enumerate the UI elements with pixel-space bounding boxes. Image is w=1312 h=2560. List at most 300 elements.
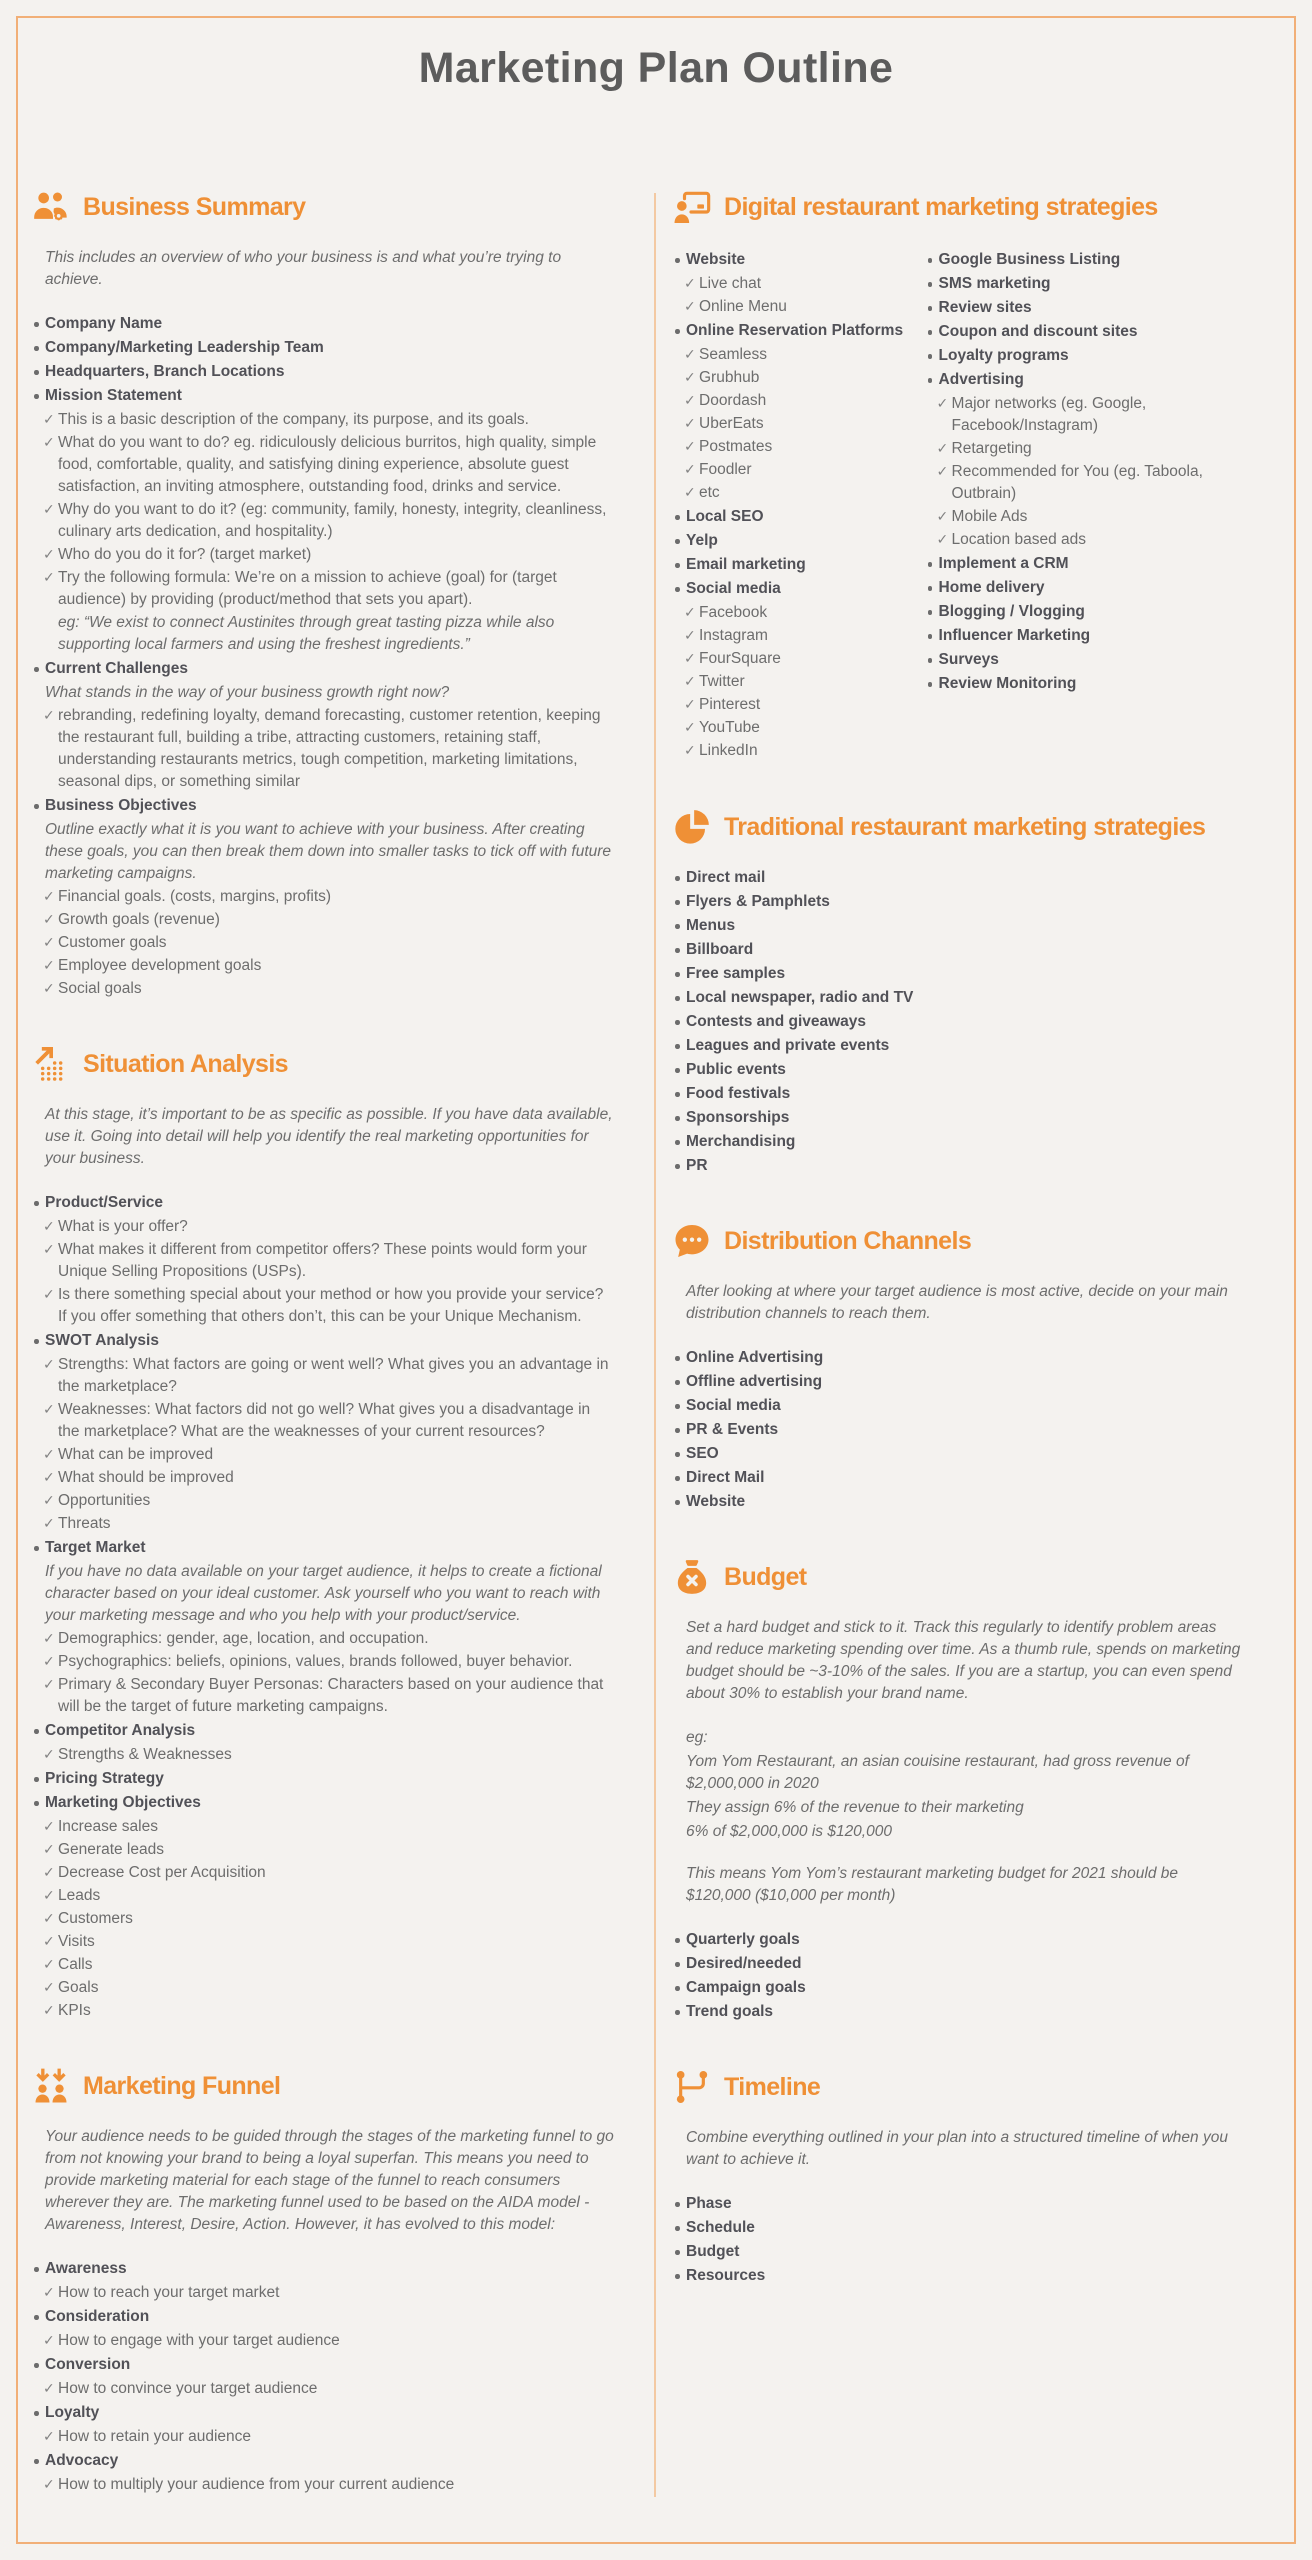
check-icon: ✓ [43,1957,55,1973]
check-item [31,1954,614,1976]
document-page [18,18,1294,2542]
check-item [31,1354,614,1398]
check-label: Calls [58,1956,93,1973]
bullet-item [31,361,614,383]
item-label: Direct mail [686,869,766,886]
check-label: rebranding, redefining loyalty, demand forecasting, customer retention, keeping the restaurant full, building a tribe, attracting customers, retaining staff, understanding restaurants metrics, tough competition, marketing limitations, seasonal dips, or something similar [58,707,601,790]
check-icon: ✓ [684,605,696,621]
check-icon: ✓ [684,276,696,292]
bullet-item [672,1011,1246,1033]
check-label: Leads [58,1887,101,1904]
check-item [672,413,925,435]
section-digital-strategies [672,187,1246,763]
item-label: Competitor Analysis [45,1722,196,1739]
check-label: Live chat [699,275,762,292]
item-label: Social media [686,580,781,597]
check-icon: ✓ [43,1287,55,1303]
bullet-item [672,1953,1246,1975]
bullet-item [925,577,1246,599]
check-item [31,1862,614,1884]
check-icon: ✓ [43,2429,55,2445]
bullet-item [672,1083,1246,1105]
bullet-item [925,249,1246,271]
item-label: Company/Marketing Leadership Team [45,339,324,356]
bullet-item [672,987,1246,1009]
section-intro: At this stage, it’s important to be as specific as possible. If you have data available, use it. Going into detail will help you identify the real marketing opportunities for your business. [45,1106,613,1167]
paragraph: This means Yom Yom’s restaurant marketing budget for 2021 should be $120,000 ($10,000 per month) [686,1865,1178,1904]
check-item [31,1674,614,1718]
bullet-item [672,530,925,552]
item-label: Google Business Listing [938,251,1121,268]
check-icon: ✓ [43,1516,55,1532]
check-item [31,1216,614,1238]
check-icon: ✓ [43,1934,55,1950]
item-label: Influencer Marketing [938,627,1091,644]
check-item [672,367,925,389]
check-label: Customers [58,1910,133,1927]
check-icon: ✓ [43,570,55,586]
check-label: Why do you want to do it? (eg: community, family, honesty, integrity, cleanliness, culinary arts dedication, and hospitality.) [58,501,607,540]
check-label: What is your offer? [58,1218,188,1235]
check-icon: ✓ [43,1654,55,1670]
check-icon: ✓ [43,1493,55,1509]
check-item [31,567,614,611]
section-intro: This includes an overview of who your business is and what you’re trying to achieve. [45,249,562,288]
paragraph: 6% of $2,000,000 is $120,000 [686,1823,892,1840]
check-icon: ✓ [43,889,55,905]
section-title: Business Summary [83,192,306,221]
check-label: Who do you do it for? (target market) [58,546,312,563]
check-item [31,1239,614,1283]
check-label: What should be improved [58,1469,234,1486]
note-text: eg: “We exist to connect Austinites through great tasting pizza while also supporting local farmers and using the freshest ingredients.” [58,614,555,653]
check-icon: ✓ [43,1631,55,1647]
check-item [31,2426,614,2448]
check-label: Grubhub [699,369,760,386]
bullet-item [672,1443,1246,1465]
check-item [31,1744,614,1766]
check-label: Seamless [699,346,768,363]
people-gear-icon [31,187,71,227]
funnel-people-icon [31,2066,71,2106]
bullet-item [31,1192,614,1214]
person-screen-icon [672,187,712,227]
check-icon: ✓ [43,502,55,518]
check-item [31,1977,614,1999]
bullet-item [31,2306,614,2328]
check-item [672,459,925,481]
check-label: Pinterest [699,696,761,713]
item-label: Implement a CRM [938,555,1069,572]
check-icon: ✓ [936,532,949,548]
check-item [31,1490,614,1512]
check-icon: ✓ [43,1888,55,1904]
check-item [31,705,614,793]
check-label: Strengths & Weaknesses [58,1746,232,1763]
bullet-item [672,1395,1246,1417]
item-label: Local newspaper, radio and TV [686,989,914,1006]
check-item [31,2474,614,2496]
bullet-item [925,673,1246,695]
check-icon: ✓ [684,393,696,409]
check-icon: ✓ [684,299,696,315]
section-title: Timeline [724,2072,821,2101]
check-icon: ✓ [43,1911,55,1927]
check-item [31,1444,614,1466]
item-label: Online Reservation Platforms [686,322,904,339]
check-item [31,1399,614,1443]
bullet-item [672,1131,1246,1153]
check-icon: ✓ [684,720,696,736]
check-item [31,409,614,431]
bullet-item [31,2354,614,2376]
bullet-item [672,2001,1246,2023]
check-icon: ✓ [684,439,696,455]
item-label: Desired/needed [686,1955,802,1972]
check-label: Postmates [699,438,773,455]
item-label: Trend goals [686,2003,773,2020]
bullet-item [672,1155,1246,1177]
bullet-item [925,273,1246,295]
chat-bubble-icon [672,1221,712,1261]
check-icon: ✓ [43,2477,55,2493]
section-title: Traditional restaurant marketing strategies [724,812,1206,841]
check-icon: ✓ [43,708,55,724]
item-label: Pricing Strategy [45,1770,164,1787]
check-item [31,432,614,498]
bullet-item [31,313,614,335]
bullet-item [672,249,925,271]
check-item [31,886,614,908]
bullet-item [31,2258,614,2280]
check-item [925,506,1246,528]
bullet-item [672,1059,1246,1081]
check-item [672,671,925,693]
section-situation-analysis [31,1044,614,2022]
bullet-item [672,578,925,600]
section-marketing-funnel [31,2066,614,2496]
check-item [31,1513,614,1535]
check-label: Strengths: What factors are going or went well? What gives you an advantage in the marketplace? [58,1356,609,1395]
item-label: Free samples [686,965,786,982]
check-item [31,1628,614,1650]
check-label: Employee development goals [58,957,262,974]
check-label: KPIs [58,2002,91,2019]
check-icon: ✓ [43,435,55,451]
check-icon: ✓ [43,1219,55,1235]
bullet-item [672,891,1246,913]
bullet-item [672,1491,1246,1513]
section-header [672,807,1246,847]
check-label: This is a basic description of the company, its purpose, and its goals. [58,411,529,428]
check-item [31,1885,614,1907]
check-item [31,1931,614,1953]
item-label: Sponsorships [686,1109,790,1126]
item-label: Menus [686,917,736,934]
check-item [672,694,925,716]
check-icon: ✓ [43,1447,55,1463]
branch-icon [672,2067,712,2107]
check-label: Instagram [699,627,768,644]
check-label: etc [699,484,720,501]
check-item [31,1467,614,1489]
check-icon: ✓ [43,1819,55,1835]
item-label: Blogging / Vlogging [938,603,1085,620]
check-label: UberEats [699,415,764,432]
spacer [672,1909,1246,1927]
section-title: Situation Analysis [83,1049,288,1078]
check-item [31,2282,614,2304]
note-text: What stands in the way of your business growth right now? [45,684,450,701]
check-icon: ✓ [43,1402,55,1418]
check-label: Major networks (eg. Google, Facebook/Instagram) [951,395,1147,434]
check-label: Facebook [699,604,768,621]
section-header [31,1044,614,1084]
section-header [672,2067,1246,2107]
section-header [31,2066,614,2106]
check-label: Location based ads [951,531,1086,548]
check-icon: ✓ [684,697,696,713]
check-item [925,393,1246,437]
item-label: Target Market [45,1539,146,1556]
bullet-item [672,320,925,342]
item-label: Surveys [938,651,999,668]
check-icon: ✓ [43,981,55,997]
check-label: Financial goals. (costs, margins, profits) [58,888,332,905]
money-bag-icon [672,1557,712,1597]
check-item [31,2378,614,2400]
item-label: Contests and giveaways [686,1013,867,1030]
section-distribution-channels [672,1221,1246,1513]
section-intro: Your audience needs to be guided through the stages of the marketing funnel to go from not knowing your brand to being a loyal superfan. This means you need to provide marketing material for each stage of the funnel to reach consumers wherever they are. The marketing funnel used to be based on the AIDA model - Awareness, Interest, Desire, Action. However, it has evolved to this model: [45,2128,614,2233]
item-label: Merchandising [686,1133,796,1150]
section-business-summary [31,187,614,1000]
check-item [925,438,1246,460]
bullet-item [925,649,1246,671]
check-label: How to engage with your target audience [58,2332,340,2349]
check-label: Social goals [58,980,142,997]
section-intro: Set a hard budget and stick to it. Track this regularly to identify problem areas and reduce marketing spending over time. As a thumb rule, spends on marketing budget should be ~3-10% of the sales. If you are a startup, you can even spend about 30% to establish your brand name. [686,1619,1241,1702]
check-label: Mobile Ads [951,508,1028,525]
check-item [31,932,614,954]
check-icon: ✓ [684,347,696,363]
check-icon: ✓ [43,2285,55,2301]
bullet-item [672,867,1246,889]
check-label: Online Menu [699,298,787,315]
bullet-item [672,939,1246,961]
check-icon: ✓ [43,1747,55,1763]
check-icon: ✓ [684,485,696,501]
check-label: Retargeting [951,440,1032,457]
bullet-item [672,1977,1246,1999]
pie-chart-icon [672,807,712,847]
section-header [672,1557,1246,1597]
bullet-item [31,1720,614,1742]
check-item [672,296,925,318]
item-label: Leagues and private events [686,1037,890,1054]
check-label: How to retain your audience [58,2428,252,2445]
item-label: Website [686,1493,746,1510]
bullet-item [925,297,1246,319]
bullet-item [672,1419,1246,1441]
item-label: Resources [686,2267,766,2284]
section-budget [672,1557,1246,2023]
check-label: Threats [58,1515,111,1532]
check-item [31,1284,614,1328]
spacer [672,1845,1246,1863]
bullet-item [925,369,1246,391]
check-icon: ✓ [684,416,696,432]
section-title: Budget [724,1562,807,1591]
item-label: Yelp [686,532,718,549]
item-label: SEO [686,1445,719,1462]
check-label: What can be improved [58,1446,214,1463]
item-label: Food festivals [686,1085,791,1102]
sub-column-left [672,247,925,763]
bullet-item [925,321,1246,343]
check-label: Twitter [699,673,745,690]
check-icon: ✓ [43,2381,55,2397]
section-header [672,187,1246,227]
item-label: SMS marketing [938,275,1051,292]
bullet-item [31,658,614,680]
check-item [672,648,925,670]
check-icon: ✓ [43,958,55,974]
bullet-item [31,1768,614,1790]
check-label: What do you want to do? eg. ridiculously delicious burritos, high quality, simple food, comfortable, quality, and satisfying dining experience, absolute guest satisfaction, an inviting atmosphere, outstanding food, drinks and service. [58,434,597,495]
item-label: Awareness [45,2260,127,2277]
item-label: Coupon and discount sites [938,323,1138,340]
check-item [672,390,925,412]
section-header [672,1221,1246,1261]
bullet-item [672,915,1246,937]
item-label: Campaign goals [686,1979,806,1996]
section-traditional-strategies [672,807,1246,1177]
section-timeline [672,2067,1246,2287]
item-label: Quarterly goals [686,1931,800,1948]
check-label: Primary & Secondary Buyer Personas: Characters based on your audience that will be the target of future marketing campaigns. [58,1676,604,1715]
check-label: FourSquare [699,650,781,667]
check-label: Increase sales [58,1818,158,1835]
sub-column-right [925,247,1246,697]
check-label: Recommended for You (eg. Taboola, Outbrain) [951,463,1203,502]
bullet-item [672,554,925,576]
check-label: Demographics: gender, age, location, and occupation. [58,1630,429,1647]
item-label: Business Objectives [45,797,197,814]
bullet-item [31,1537,614,1559]
bullet-item [31,1330,614,1352]
check-icon: ✓ [936,509,949,525]
check-icon: ✓ [43,1357,55,1373]
note-text: If you have no data available on your target audience, it helps to create a fictional character based on your ideal customer. Ask yourself who you want to reach with your marketing message and who you help with your product/service. [45,1563,602,1624]
check-label: Generate leads [58,1841,164,1858]
section-intro: After looking at where your target audience is most active, decide on your main distribution channels to reach them. [686,1283,1228,1322]
check-item [672,482,925,504]
check-item [672,625,925,647]
item-label: Billboard [686,941,754,958]
item-label: Offline advertising [686,1373,823,1390]
check-icon: ✓ [43,412,55,428]
item-label: Home delivery [938,579,1045,596]
item-label: Current Challenges [45,660,188,677]
check-icon: ✓ [43,935,55,951]
bullet-item [31,385,614,407]
item-label: Mission Statement [45,387,182,404]
check-label: Growth goals (revenue) [58,911,220,928]
check-item [31,2000,614,2022]
item-label: Social media [686,1397,781,1414]
item-label: Headquarters, Branch Locations [45,363,285,380]
check-label: LinkedIn [699,742,758,759]
item-label: Public events [686,1061,786,1078]
bullet-item [925,601,1246,623]
check-icon: ✓ [936,464,949,480]
check-icon: ✓ [684,743,696,759]
bullet-item [672,1035,1246,1057]
check-item [31,978,614,1000]
item-label: Review sites [938,299,1032,316]
bullet-item [672,2241,1246,2263]
check-icon: ✓ [684,674,696,690]
item-label: Online Advertising [686,1349,824,1366]
left-column [18,187,654,2497]
item-label: Schedule [686,2219,755,2236]
item-label: Phase [686,2195,732,2212]
item-label: Product/Service [45,1194,164,1211]
bullet-item [672,2193,1246,2215]
check-icon: ✓ [43,1865,55,1881]
item-label: Loyalty programs [938,347,1069,364]
check-label: Doordash [699,392,767,409]
item-label: Conversion [45,2356,131,2373]
bullet-item [672,2217,1246,2239]
section-intro: Combine everything outlined in your plan into a structured timeline of when you want to achieve it. [686,2129,1228,2168]
bullet-item [31,1792,614,1814]
check-item [31,909,614,931]
bullet-item [31,337,614,359]
bullet-item [672,506,925,528]
check-item [31,1651,614,1673]
check-label: Foodler [699,461,752,478]
check-item [31,1908,614,1930]
check-label: Is there something special about your method or how you provide your service? If you offer something that others don’t, this can be your Unique Mechanism. [58,1286,604,1325]
bullet-item [31,2450,614,2472]
check-item [31,1816,614,1838]
right-column [654,187,1294,2497]
check-icon: ✓ [43,1980,55,1996]
column-divider [654,193,656,2497]
check-label: Visits [58,1933,95,1950]
paragraph: eg: [686,1729,708,1746]
check-icon: ✓ [684,462,696,478]
paragraph: They assign 6% of the revenue to their marketing [686,1799,1024,1816]
item-label: Direct Mail [686,1469,765,1486]
bullet-item [925,345,1246,367]
check-label: Opportunities [58,1492,151,1509]
check-icon: ✓ [684,370,696,386]
item-label: PR [686,1157,708,1174]
item-label: Website [686,251,746,268]
check-item [31,544,614,566]
bullet-item [672,1467,1246,1489]
bullet-item [672,1371,1246,1393]
item-label: Review Monitoring [938,675,1077,692]
two-column-list [672,247,1246,763]
bullet-item [925,625,1246,647]
section-header [31,187,614,227]
check-label: How to reach your target market [58,2284,280,2301]
bullet-item [31,2402,614,2424]
